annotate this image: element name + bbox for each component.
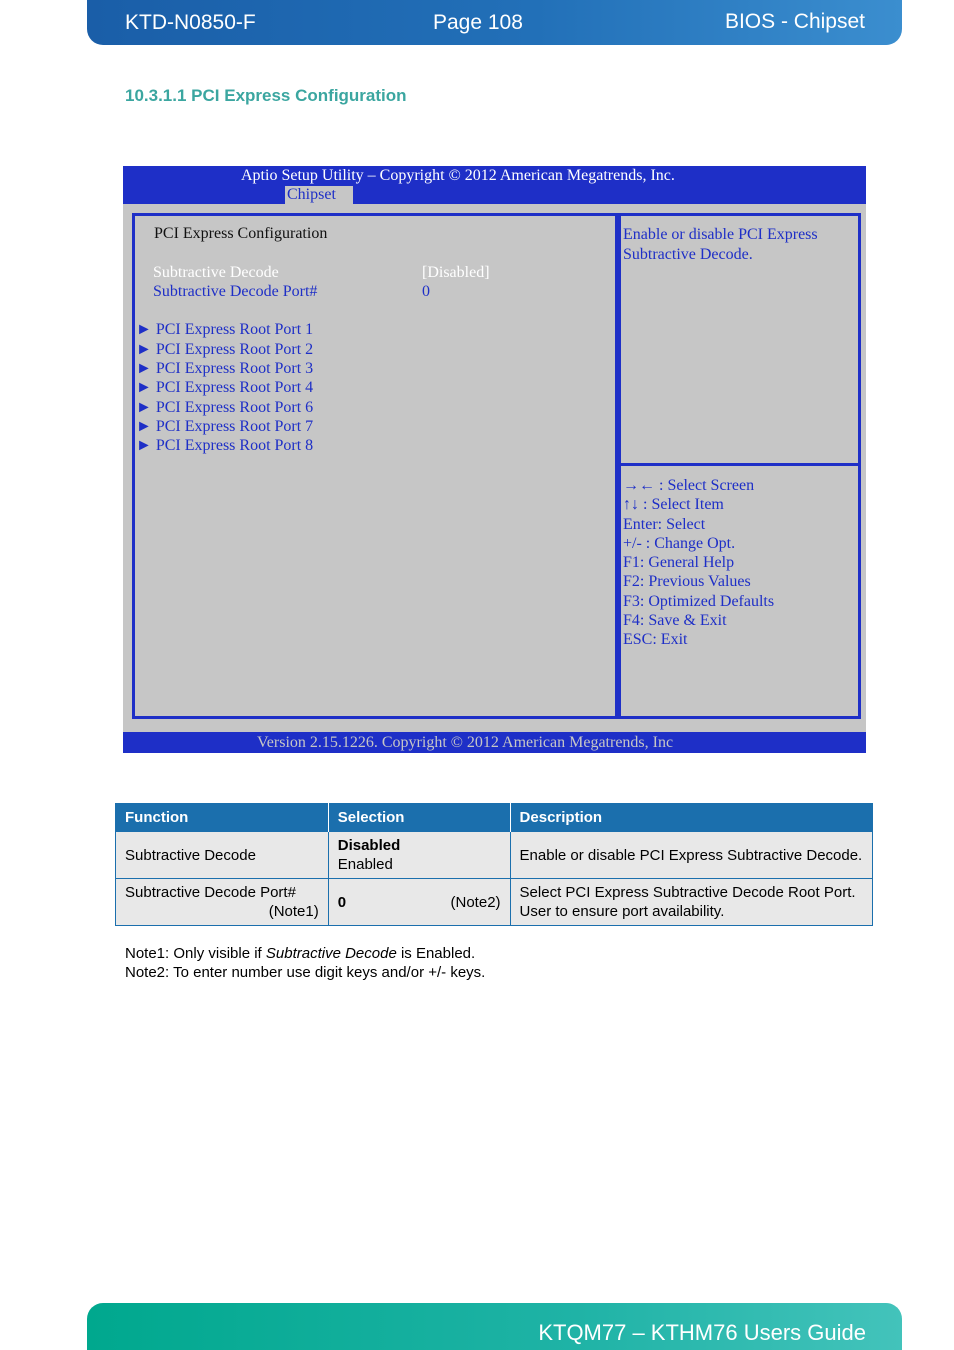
key-f1: F1: General Help <box>623 554 735 572</box>
footer-title: KTQM77 – KTHM76 Users Guide <box>538 1320 866 1345</box>
selection-cell: Disabled Enabled <box>328 832 510 879</box>
key-f3: F3: Optimized Defaults <box>623 592 775 610</box>
table-row <box>116 879 873 926</box>
notes <box>125 944 485 982</box>
submenu-root-port-4[interactable]: ► PCI Express Root Port 4 <box>136 379 314 396</box>
key-change-opt: +/- : Change Opt. <box>623 534 736 552</box>
bios-title: Aptio Setup Utility – Copyright © 2012 American Megatrends, Inc. <box>241 167 675 184</box>
bios-title-bar <box>123 166 866 204</box>
bios-version: Version 2.15.1226. Copyright © 2012 American Megatrends, Inc <box>257 734 674 751</box>
subtractive-decode-port-item[interactable]: Subtractive Decode Port# <box>153 283 318 300</box>
description-cell: Select PCI Express Subtractive Decode Root Port. User to ensure port availability. <box>510 879 872 926</box>
note-2: Note2: To enter number use digit keys and/or +/- keys. <box>125 964 486 981</box>
bios-screenshot <box>123 166 866 753</box>
options-table <box>115 803 873 926</box>
header-selection: Selection <box>328 803 510 832</box>
submenu-root-port-8[interactable]: ► PCI Express Root Port 8 <box>136 437 314 454</box>
key-f2: F2: Previous Values <box>623 573 751 591</box>
page-header <box>87 0 902 45</box>
subtractive-decode-item[interactable]: Subtractive Decode <box>153 264 279 281</box>
table-header-row <box>116 803 873 832</box>
header-function: Function <box>116 803 329 832</box>
submenu-root-port-3[interactable]: ► PCI Express Root Port 3 <box>136 360 314 377</box>
section-title: 10.3.1.1 PCI Express Configuration <box>125 86 407 105</box>
function-cell: Subtractive Decode <box>116 832 329 879</box>
document-id: KTD-N0850-F <box>125 11 256 34</box>
tab-chipset[interactable]: Chipset <box>285 186 353 204</box>
header-description: Description <box>510 803 872 832</box>
key-esc: ESC: Exit <box>623 631 688 649</box>
description-cell: Enable or disable PCI Express Subtractive Decode. <box>510 832 872 879</box>
submenu-root-port-2[interactable]: ► PCI Express Root Port 2 <box>136 341 314 358</box>
bios-help-text: Enable or disable PCI Express Subtractive Decode. <box>623 226 818 263</box>
page-footer <box>87 1303 902 1350</box>
page-number: Page 108 <box>433 11 523 34</box>
selection-cell: 0 (Note2) <box>328 879 510 926</box>
bios-key-legend <box>623 476 774 650</box>
subtractive-decode-value[interactable]: [Disabled] <box>422 264 490 281</box>
bios-version-bar <box>123 732 866 753</box>
submenu-root-port-7[interactable]: ► PCI Express Root Port 7 <box>136 418 314 435</box>
table-row <box>116 832 873 879</box>
key-select-item: ↑↓ : Select Item <box>623 496 724 514</box>
function-cell: Subtractive Decode Port# (Note1) <box>116 879 329 926</box>
bios-page-title: PCI Express Configuration <box>154 225 328 242</box>
subtractive-decode-port-value[interactable]: 0 <box>422 283 430 300</box>
key-select-screen: →← : Select Screen <box>623 477 755 494</box>
submenu-root-port-1[interactable]: ► PCI Express Root Port 1 <box>136 321 314 338</box>
note-1: Note1: Only visible if Subtractive Decode is Enabled. <box>125 945 476 962</box>
submenu-root-port-6[interactable]: ► PCI Express Root Port 6 <box>136 399 314 416</box>
chapter-title: BIOS - Chipset <box>724 10 865 33</box>
key-enter: Enter: Select <box>623 515 706 533</box>
key-f4: F4: Save & Exit <box>623 612 727 630</box>
